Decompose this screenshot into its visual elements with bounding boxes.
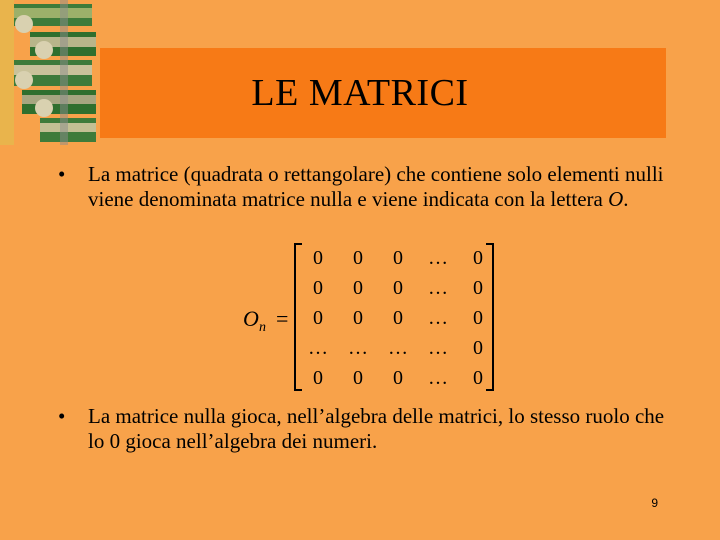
zero-matrix-formula [240, 242, 500, 392]
matrix-cell: 0 [473, 337, 483, 359]
formula-subscript: n [259, 320, 266, 335]
bullet-text: La matrice nulla gioca, nell’algebra delle matrici, lo stesso ruolo che lo 0 gioca nell’algebra dei numeri. [88, 404, 665, 453]
matrix-cell: 0 [313, 367, 323, 389]
bullet-text-end: . [623, 187, 629, 211]
matrix-cell: … [348, 337, 368, 359]
bullet-italic-letter: O [608, 187, 624, 211]
matrix-cell: 0 [353, 367, 363, 389]
matrix-cell: 0 [313, 247, 323, 269]
slide-title: LE MATRICI [251, 72, 469, 114]
matrix-cell: 0 [353, 307, 363, 329]
bullet-text [88, 162, 668, 212]
matrix-cell: 0 [473, 277, 483, 299]
formula-lhs: O [243, 306, 259, 331]
matrix-cell: 0 [473, 247, 483, 269]
decorative-pipes-image [0, 0, 100, 145]
slide-number: 9 [651, 496, 658, 510]
matrix-cell: … [428, 277, 448, 299]
matrix-cell: … [308, 337, 328, 359]
bullet-symbol: • [58, 162, 66, 186]
matrix-cell: … [428, 337, 448, 359]
matrix-cell: 0 [473, 307, 483, 329]
matrix-cell: … [428, 367, 448, 389]
matrix-cell: 0 [313, 307, 323, 329]
matrix-cell: 0 [473, 367, 483, 389]
matrix-cell: 0 [353, 277, 363, 299]
matrix-cell: 0 [393, 277, 403, 299]
bullet-text-part: La matrice (quadrata o rettangolare) che contiene solo elementi nulli viene denominata matrice nulla e viene indicata con la lettera [88, 162, 664, 211]
bullet-item-1 [58, 162, 668, 212]
right-bracket [486, 244, 493, 390]
matrix-cell: 0 [393, 367, 403, 389]
bullet-symbol: • [58, 404, 66, 428]
matrix-cell: 0 [393, 307, 403, 329]
matrix-cell: … [428, 247, 448, 269]
matrix-cell: … [428, 307, 448, 329]
formula-equals: = [276, 306, 289, 331]
left-bracket [295, 244, 302, 390]
matrix-cell: … [388, 337, 408, 359]
matrix-cell: 0 [393, 247, 403, 269]
matrix-cell: 0 [353, 247, 363, 269]
matrix-cell: 0 [313, 277, 323, 299]
bullet-item-2 [58, 404, 668, 454]
